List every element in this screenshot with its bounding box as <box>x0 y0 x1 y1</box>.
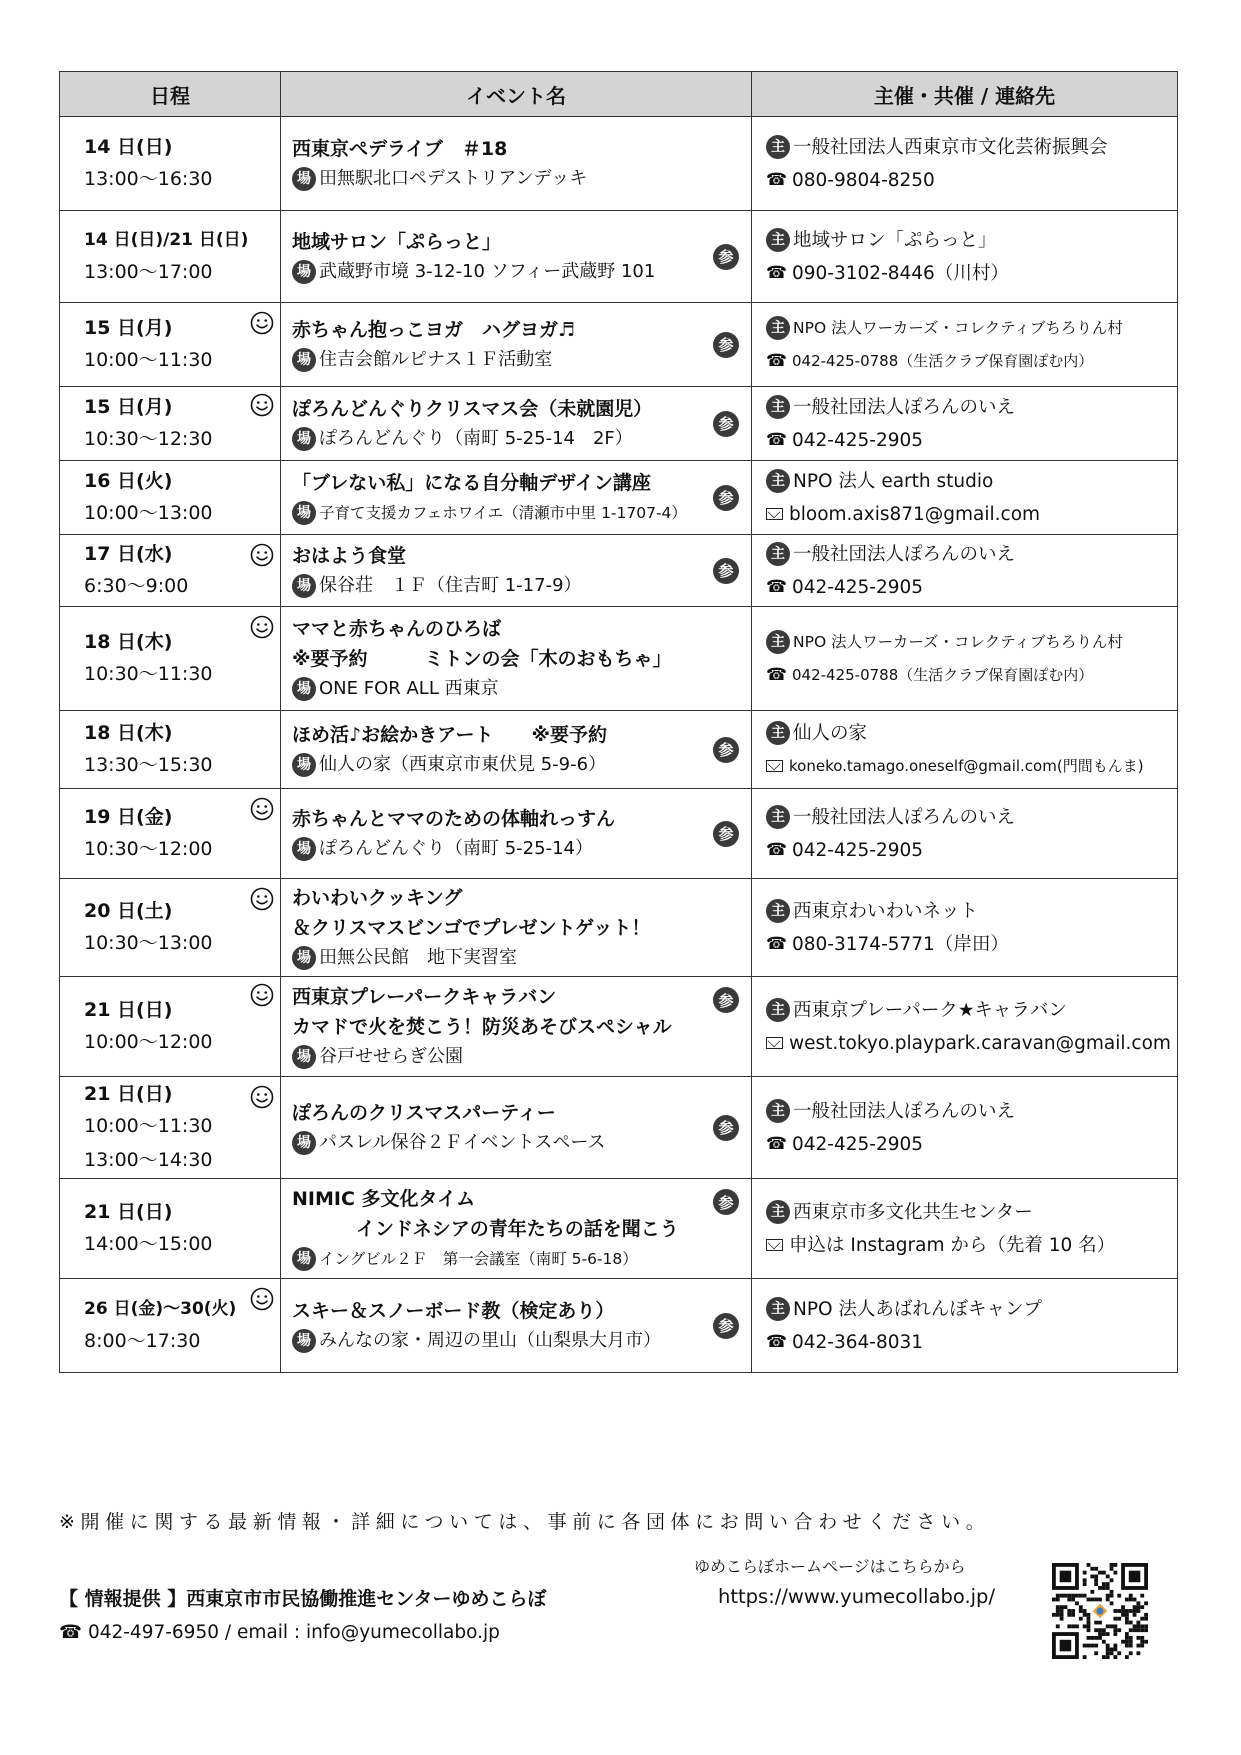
date-cell <box>60 1077 281 1179</box>
phone-icon: ☎ <box>766 933 788 954</box>
event-venue <box>292 424 739 454</box>
venue-icon: 場 <box>292 427 316 451</box>
host-icon: 主 <box>766 998 790 1022</box>
table-row <box>60 607 1178 711</box>
event-time: 10:00～13:00 <box>84 501 213 524</box>
organizer-name: 一般社団法人ぽろんのいえ <box>793 806 1016 828</box>
table-row <box>60 1279 1178 1373</box>
venue-icon: 場 <box>292 1045 316 1069</box>
footer-title: 【 情報提供 】西東京市市民協働推進センターゆめこらぼ <box>59 1588 547 1610</box>
org-cell <box>752 535 1178 607</box>
event-day: 15 日(月) <box>84 316 173 339</box>
org-cell <box>752 1077 1178 1179</box>
phone-icon: ☎ <box>766 664 788 685</box>
mail-icon <box>766 1239 783 1251</box>
event-title: 西東京プレーパークキャラバン <box>292 985 557 1008</box>
venue-text: 谷戸せせらぎ公園 <box>319 1045 463 1067</box>
contact <box>766 750 1169 783</box>
table-header-row <box>60 72 1178 117</box>
event-venue <box>292 750 739 780</box>
date-cell <box>60 461 281 535</box>
event-venue <box>292 674 739 704</box>
event-cell <box>281 387 752 461</box>
contact <box>766 834 1169 867</box>
event-venue <box>292 834 739 864</box>
smiley-face-icon <box>250 983 274 1007</box>
event-venue <box>292 1326 739 1356</box>
phone-icon: ☎ <box>766 1331 788 1352</box>
host-icon: 主 <box>766 899 790 923</box>
event-title: ほめ活♪お絵かきアート ※要予約 <box>292 723 608 746</box>
venue-icon: 場 <box>292 753 316 777</box>
event-day: 16 日(火) <box>84 469 173 492</box>
organizer <box>766 465 1169 498</box>
smiley-face-icon <box>250 1085 274 1109</box>
phone-icon: ☎ <box>766 839 788 860</box>
organizer <box>766 312 1169 345</box>
event-cell <box>281 789 752 879</box>
event-time: 10:30～12:30 <box>84 427 213 450</box>
date-cell <box>60 535 281 607</box>
table-row <box>60 303 1178 387</box>
contact-text[interactable]: bloom.axis871@gmail.com <box>789 503 1041 525</box>
venue-text: ぽろんどんぐり（南町 5-25-14 2F） <box>319 427 633 449</box>
table-row <box>60 387 1178 461</box>
smiley-face-icon <box>250 615 274 639</box>
event-title: ママと赤ちゃんのひろば <box>292 617 502 640</box>
mail-icon <box>766 508 783 520</box>
contact-text[interactable]: 申込は Instagram から（先着 10 名） <box>789 1234 1116 1256</box>
smiley-face-icon <box>250 887 274 911</box>
date-cell <box>60 977 281 1077</box>
event-cell <box>281 711 752 789</box>
date-cell <box>60 711 281 789</box>
footer-contact <box>59 1622 500 1643</box>
org-cell <box>752 117 1178 211</box>
venue-icon: 場 <box>292 574 316 598</box>
date-cell <box>60 211 281 303</box>
organizer <box>766 391 1169 424</box>
organizer-name: 一般社団法人ぽろんのいえ <box>793 1100 1016 1122</box>
event-day: 17 日(水) <box>84 542 173 565</box>
organizer <box>766 131 1169 164</box>
event-day: 21 日(日) <box>84 1082 173 1105</box>
host-icon: 主 <box>766 135 790 159</box>
event-venue <box>292 943 739 973</box>
contact-text: 042-425-2905 <box>792 576 924 598</box>
date-cell <box>60 789 281 879</box>
org-cell <box>752 303 1178 387</box>
participation-icon: 参 <box>713 987 739 1013</box>
event-title: ※要予約 ミトンの会「木のおもちゃ」 <box>292 647 672 670</box>
event-cell <box>281 1077 752 1179</box>
table-row <box>60 1179 1178 1279</box>
event-title: カマドで火を焚こう！防災あそびスペシャル <box>292 1015 672 1038</box>
venue-icon: 場 <box>292 1247 316 1271</box>
organizer <box>766 994 1169 1027</box>
contact <box>766 1128 1169 1161</box>
phone-icon: ☎ <box>766 429 788 450</box>
participation-icon: 参 <box>713 821 739 847</box>
organizer-name: 地域サロン「ぷらっと」 <box>793 229 997 251</box>
event-cell <box>281 1179 752 1279</box>
organizer-name: NPO 法人ワーカーズ・コレクティブちろりん村 <box>793 632 1123 651</box>
event-cell <box>281 461 752 535</box>
contact <box>766 659 1169 692</box>
table-row <box>60 535 1178 607</box>
contact-text: 042-364-8031 <box>792 1331 924 1353</box>
event-time: 13:00～16:30 <box>84 167 213 190</box>
host-icon: 主 <box>766 805 790 829</box>
host-icon: 主 <box>766 316 790 340</box>
participation-icon: 参 <box>713 1115 739 1141</box>
phone-icon: ☎ <box>766 262 788 283</box>
venue-text: 田無公民館 地下実習室 <box>319 946 517 968</box>
host-icon: 主 <box>766 1200 790 1224</box>
header-org: 主催・共催 / 連絡先 <box>752 72 1178 117</box>
org-cell <box>752 1179 1178 1279</box>
host-icon: 主 <box>766 395 790 419</box>
event-table <box>59 71 1178 1373</box>
venue-icon: 場 <box>292 837 316 861</box>
event-title: ＆クリスマスビンゴでプレゼントゲット！ <box>292 916 651 939</box>
event-title: インドネシアの青年たちの話を聞こう <box>356 1217 679 1240</box>
phone-icon: ☎ <box>766 169 788 190</box>
date-cell <box>60 1179 281 1279</box>
table-row <box>60 461 1178 535</box>
venue-text: 子育て支援カフェホワイエ（清瀬市中里 1-1707-4） <box>319 503 687 522</box>
event-day: 18 日(木) <box>84 721 173 744</box>
event-title: 西東京ぺデライブ ＃18 <box>292 137 508 160</box>
contact-text: 090-3102-8446（川村） <box>792 262 1009 284</box>
phone-icon: ☎ <box>766 576 788 597</box>
org-cell <box>752 461 1178 535</box>
date-cell <box>60 607 281 711</box>
venue-icon: 場 <box>292 348 316 372</box>
event-title: 赤ちゃんとママのための体軸れっすん <box>292 807 616 830</box>
organizer-name: 一般社団法人ぽろんのいえ <box>793 543 1016 565</box>
contact-text: 042-425-2905 <box>792 429 924 451</box>
smiley-face-icon <box>250 311 274 335</box>
event-title: おはよう食堂 <box>292 544 407 567</box>
venue-icon: 場 <box>292 946 316 970</box>
venue-text: ぽろんどんぐり（南町 5-25-14） <box>319 837 593 859</box>
event-title: 地域サロン「ぷらっと」 <box>292 230 502 253</box>
organizer-name: NPO 法人 earth studio <box>793 470 994 492</box>
venue-text: イングビル２Ｆ 第一会議室（南町 5-6-18） <box>319 1249 638 1268</box>
event-day: 14 日(日) <box>84 135 173 158</box>
org-cell <box>752 387 1178 461</box>
event-time: 13:00～14:30 <box>84 1148 213 1171</box>
host-icon: 主 <box>766 721 790 745</box>
participation-icon: 参 <box>713 485 739 511</box>
host-icon: 主 <box>766 1297 790 1321</box>
event-day: 19 日(金) <box>84 805 173 828</box>
venue-text: 仙人の家（西東京市東伏見 5-9-6） <box>319 753 607 775</box>
organizer-name: 一般社団法人ぽろんのいえ <box>793 396 1016 418</box>
footer-contact-text: 042-497-6950 / email : info@yumecollabo.jp <box>87 1622 500 1643</box>
organizer <box>766 717 1169 750</box>
org-cell <box>752 789 1178 879</box>
phone-icon: ☎ <box>59 1622 83 1643</box>
event-day: 21 日(日) <box>84 1200 173 1223</box>
organizer <box>766 895 1169 928</box>
organizer-name: 西東京市多文化共生センター <box>793 1201 1033 1223</box>
event-title: ぽろんどんぐりクリスマス会（未就園児） <box>292 397 653 420</box>
event-cell <box>281 977 752 1077</box>
org-cell <box>752 211 1178 303</box>
event-time: 8:00～17:30 <box>84 1329 201 1352</box>
org-cell <box>752 879 1178 977</box>
venue-text: 住吉会館ルピナス１Ｆ活動室 <box>319 348 553 370</box>
table-row <box>60 117 1178 211</box>
event-venue <box>292 164 739 194</box>
table-row <box>60 977 1178 1077</box>
venue-icon: 場 <box>292 501 316 525</box>
event-title: 「ブレない私」になる自分軸デザイン講座 <box>292 471 651 494</box>
organizer-name: 西東京わいわいネット <box>793 900 979 922</box>
participation-icon: 参 <box>713 737 739 763</box>
smiley-face-icon <box>250 797 274 821</box>
participation-icon: 参 <box>713 1313 739 1339</box>
contact <box>766 257 1169 290</box>
event-venue <box>292 571 739 601</box>
event-cell <box>281 211 752 303</box>
venue-icon: 場 <box>292 677 316 701</box>
contact-text: 080-3174-5771（岸田） <box>792 933 1009 955</box>
contact-text[interactable]: koneko.tamago.oneself@gmail.com(門間もんま) <box>789 756 1144 775</box>
table-row <box>60 1077 1178 1179</box>
event-title: わいわいクッキング <box>292 886 463 909</box>
venue-text: みんなの家・周辺の里山（山梨県大月市） <box>319 1329 661 1351</box>
org-cell <box>752 711 1178 789</box>
table-row <box>60 211 1178 303</box>
event-venue <box>292 1244 739 1274</box>
event-day: 18 日(木) <box>84 630 173 653</box>
table-row <box>60 711 1178 789</box>
contact-text: 042-425-2905 <box>792 1133 924 1155</box>
venue-text: パスレル保谷２Ｆイベントスペース <box>319 1131 606 1153</box>
date-cell <box>60 387 281 461</box>
event-sheet <box>59 71 1177 1373</box>
event-cell <box>281 1279 752 1373</box>
participation-icon: 参 <box>713 1189 739 1215</box>
header-date: 日程 <box>60 72 281 117</box>
organizer-name: NPO 法人ワーカーズ・コレクティブちろりん村 <box>793 318 1123 337</box>
venue-text: 田無駅北口ペデストリアンデッキ <box>319 167 588 189</box>
event-time: 10:00～11:30 <box>84 1114 213 1137</box>
event-title: NIMIC 多文化タイム <box>292 1187 476 1210</box>
contact <box>766 164 1169 197</box>
event-time: 14:00～15:00 <box>84 1232 213 1255</box>
organizer <box>766 538 1169 571</box>
event-cell <box>281 303 752 387</box>
venue-icon: 場 <box>292 1131 316 1155</box>
venue-icon: 場 <box>292 1329 316 1353</box>
event-time: 10:30～12:00 <box>84 837 213 860</box>
phone-icon: ☎ <box>766 1133 788 1154</box>
homepage-label: ゆめこらぼホームページはこちらから <box>694 1557 966 1576</box>
event-day: 15 日(月) <box>84 395 173 418</box>
participation-icon: 参 <box>713 411 739 437</box>
event-venue <box>292 257 739 287</box>
event-day: 21 日(日) <box>84 998 173 1021</box>
notice-text: ※開催に関する最新情報・詳細については、事前に各団体にお問い合わせください。 <box>59 1511 991 1533</box>
venue-text: 武蔵野市境 3-12-10 ソフィー武蔵野 101 <box>319 260 656 282</box>
host-icon: 主 <box>766 228 790 252</box>
contact <box>766 1326 1169 1359</box>
event-time: 10:30～13:00 <box>84 931 213 954</box>
smiley-face-icon <box>250 393 274 417</box>
venue-text: 保谷荘 １Ｆ（住吉町 1-17-9） <box>319 574 582 596</box>
smiley-face-icon <box>250 543 274 567</box>
organizer <box>766 801 1169 834</box>
organizer-name: 西東京プレーパーク★キャラバン <box>793 999 1067 1021</box>
event-day: 26 日(金)～30(火) <box>84 1298 237 1319</box>
org-cell <box>752 977 1178 1077</box>
contact-text: 042-425-0788（生活クラブ保育園ぽむ内） <box>792 351 1094 370</box>
event-time: 10:30～11:30 <box>84 662 213 685</box>
homepage-link[interactable]: https://www.yumecollabo.jp/ <box>718 1585 996 1608</box>
organizer <box>766 626 1169 659</box>
event-day: 14 日(日)/21 日(日) <box>84 229 249 250</box>
header-event: イベント名 <box>281 72 752 117</box>
contact <box>766 928 1169 961</box>
contact <box>766 1229 1169 1262</box>
event-cell <box>281 879 752 977</box>
event-venue <box>292 345 739 375</box>
event-title: 赤ちゃん抱っこヨガ ハグヨガ♬ <box>292 318 576 341</box>
event-cell <box>281 117 752 211</box>
event-cell <box>281 607 752 711</box>
event-time: 6:30～9:00 <box>84 574 189 597</box>
date-cell <box>60 117 281 211</box>
host-icon: 主 <box>766 542 790 566</box>
qr-code-icon[interactable] <box>1052 1563 1148 1659</box>
venue-icon: 場 <box>292 167 316 191</box>
table-row <box>60 879 1178 977</box>
event-venue <box>292 1042 739 1072</box>
event-time: 13:30～15:30 <box>84 753 213 776</box>
contact-text[interactable]: west.tokyo.playpark.caravan@gmail.com <box>789 1032 1171 1054</box>
venue-icon: 場 <box>292 260 316 284</box>
event-cell <box>281 535 752 607</box>
event-title: スキー＆スノーボード教（検定あり） <box>292 1299 615 1322</box>
contact <box>766 498 1169 531</box>
date-cell <box>60 303 281 387</box>
event-time: 13:00～17:00 <box>84 260 213 283</box>
event-rows <box>60 117 1178 1373</box>
participation-icon: 参 <box>713 244 739 270</box>
participation-icon: 参 <box>713 558 739 584</box>
date-cell <box>60 1279 281 1373</box>
table-row <box>60 789 1178 879</box>
org-cell <box>752 1279 1178 1373</box>
host-icon: 主 <box>766 630 790 654</box>
contact-text: 042-425-2905 <box>792 839 924 861</box>
organizer <box>766 1293 1169 1326</box>
event-title: ぽろんのクリスマスパーティー <box>292 1101 556 1124</box>
organizer-name: 一般社団法人西東京市文化芸術振興会 <box>793 136 1108 158</box>
event-time: 10:00～12:00 <box>84 1030 213 1053</box>
mail-icon <box>766 760 783 772</box>
org-cell <box>752 607 1178 711</box>
contact <box>766 345 1169 378</box>
host-icon: 主 <box>766 469 790 493</box>
organizer <box>766 1095 1169 1128</box>
event-venue <box>292 1128 739 1158</box>
mail-icon <box>766 1037 783 1049</box>
event-venue <box>292 498 739 528</box>
venue-text: ONE FOR ALL 西東京 <box>319 677 499 699</box>
contact <box>766 571 1169 604</box>
contact <box>766 1027 1169 1060</box>
organizer-name: NPO 法人あばれんぼキャンプ <box>793 1298 1042 1320</box>
organizer <box>766 224 1169 257</box>
host-icon: 主 <box>766 1099 790 1123</box>
event-time: 10:00～11:30 <box>84 348 213 371</box>
contact <box>766 424 1169 457</box>
participation-icon: 参 <box>713 332 739 358</box>
phone-icon: ☎ <box>766 350 788 371</box>
smiley-face-icon <box>250 1287 274 1311</box>
date-cell <box>60 879 281 977</box>
contact-text: 080-9804-8250 <box>792 169 935 191</box>
organizer <box>766 1196 1169 1229</box>
event-day: 20 日(土) <box>84 899 173 922</box>
organizer-name: 仙人の家 <box>793 722 868 744</box>
contact-text: 042-425-0788（生活クラブ保育園ぽむ内） <box>792 665 1094 684</box>
